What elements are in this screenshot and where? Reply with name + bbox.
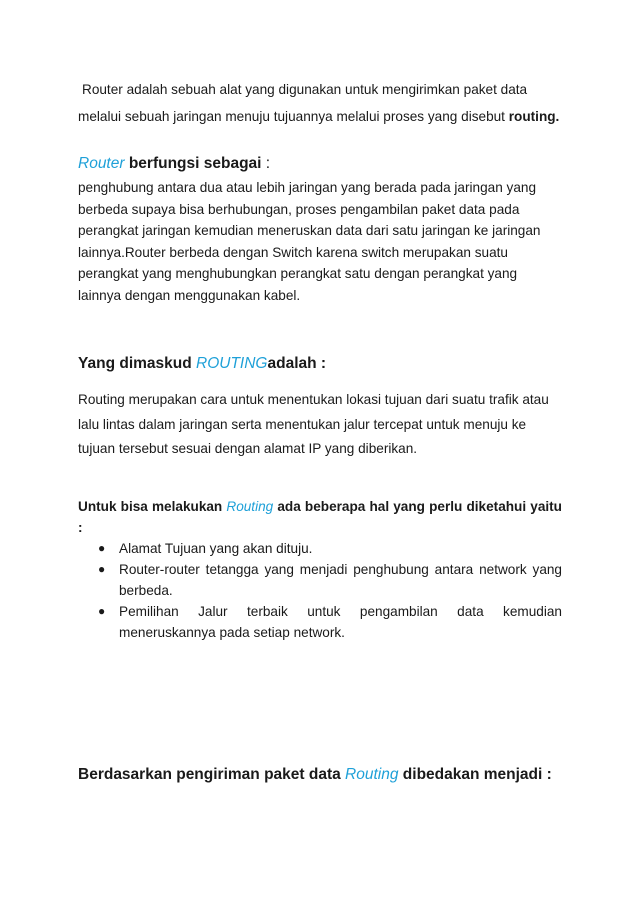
list-item: [96, 559, 562, 601]
list-item-text: Pemilihan Jalur terbaik untuk pengambilan data kemudian meneruskannya pada setiap network.: [119, 604, 562, 640]
routing-heading-prefix: Yang dimaskud: [78, 355, 197, 372]
bullet-icon: ●: [98, 541, 106, 555]
intro-paragraph: [78, 76, 562, 130]
requirements-intro: [78, 496, 562, 538]
requirements-intro-prefix: Untuk bisa melakukan: [78, 499, 227, 514]
routing-heading-suffix: adalah :: [267, 355, 327, 372]
bottom-heading-accent: Routing: [345, 766, 399, 783]
fungsi-heading: [78, 154, 562, 174]
list-item-text: Alamat Tujuan yang akan dituju.: [119, 541, 313, 556]
fungsi-heading-suffix: :: [261, 155, 271, 172]
list-item-text: Router-router tetangga yang menjadi penghubung antara network yang berbeda.: [119, 562, 562, 598]
fungsi-body: penghubung antara dua atau lebih jaringan yang berada pada jaringan yang berbeda supaya bisa berhubungan, proses pengambilan paket data pada perangkat jaringan kemudian meneruskan data dari satu jaringan ke jaringan lainnya.Router berbeda dengan Switch karena switch merupakan suatu perangkat yang menghubungkan perangkat satu dengan perangkat yang lainnya dengan menggunakan kabel.: [78, 180, 541, 303]
bullet-icon: ●: [98, 604, 106, 618]
bullet-icon: ●: [98, 562, 106, 576]
list-item: [96, 601, 562, 643]
fungsi-heading-bold: berfungsi sebagai: [124, 155, 262, 172]
bottom-heading: [78, 763, 562, 787]
requirements-intro-accent: Routing: [226, 499, 274, 514]
routing-heading-accent: ROUTING: [196, 355, 268, 372]
bottom-heading-suffix: dibedakan menjadi :: [398, 766, 552, 783]
list-item: [96, 538, 562, 559]
routing-body: Routing merupakan cara untuk menentukan lokasi tujuan dari suatu trafik atau lalu lintas dalam jaringan serta menentukan jalur tercepat untuk menuju ke tujuan tersebut sesuai dengan alamat IP yang diberikan.: [78, 392, 549, 457]
fungsi-heading-accent: Router: [78, 155, 125, 172]
intro-bold-term: routing.: [508, 109, 560, 124]
intro-text: Router adalah sebuah alat yang digunakan untuk mengirimkan paket data melalui sebuah jaringan menuju tujuannya melalui proses yang disebut: [78, 82, 528, 124]
requirements-list: [96, 538, 562, 643]
bottom-heading-prefix: Berdasarkan pengiriman paket data: [78, 766, 346, 783]
requirements-intro-suffix: ada beberapa hal yang perlu diketahui yaitu :: [78, 499, 562, 535]
routing-heading: [78, 353, 562, 375]
